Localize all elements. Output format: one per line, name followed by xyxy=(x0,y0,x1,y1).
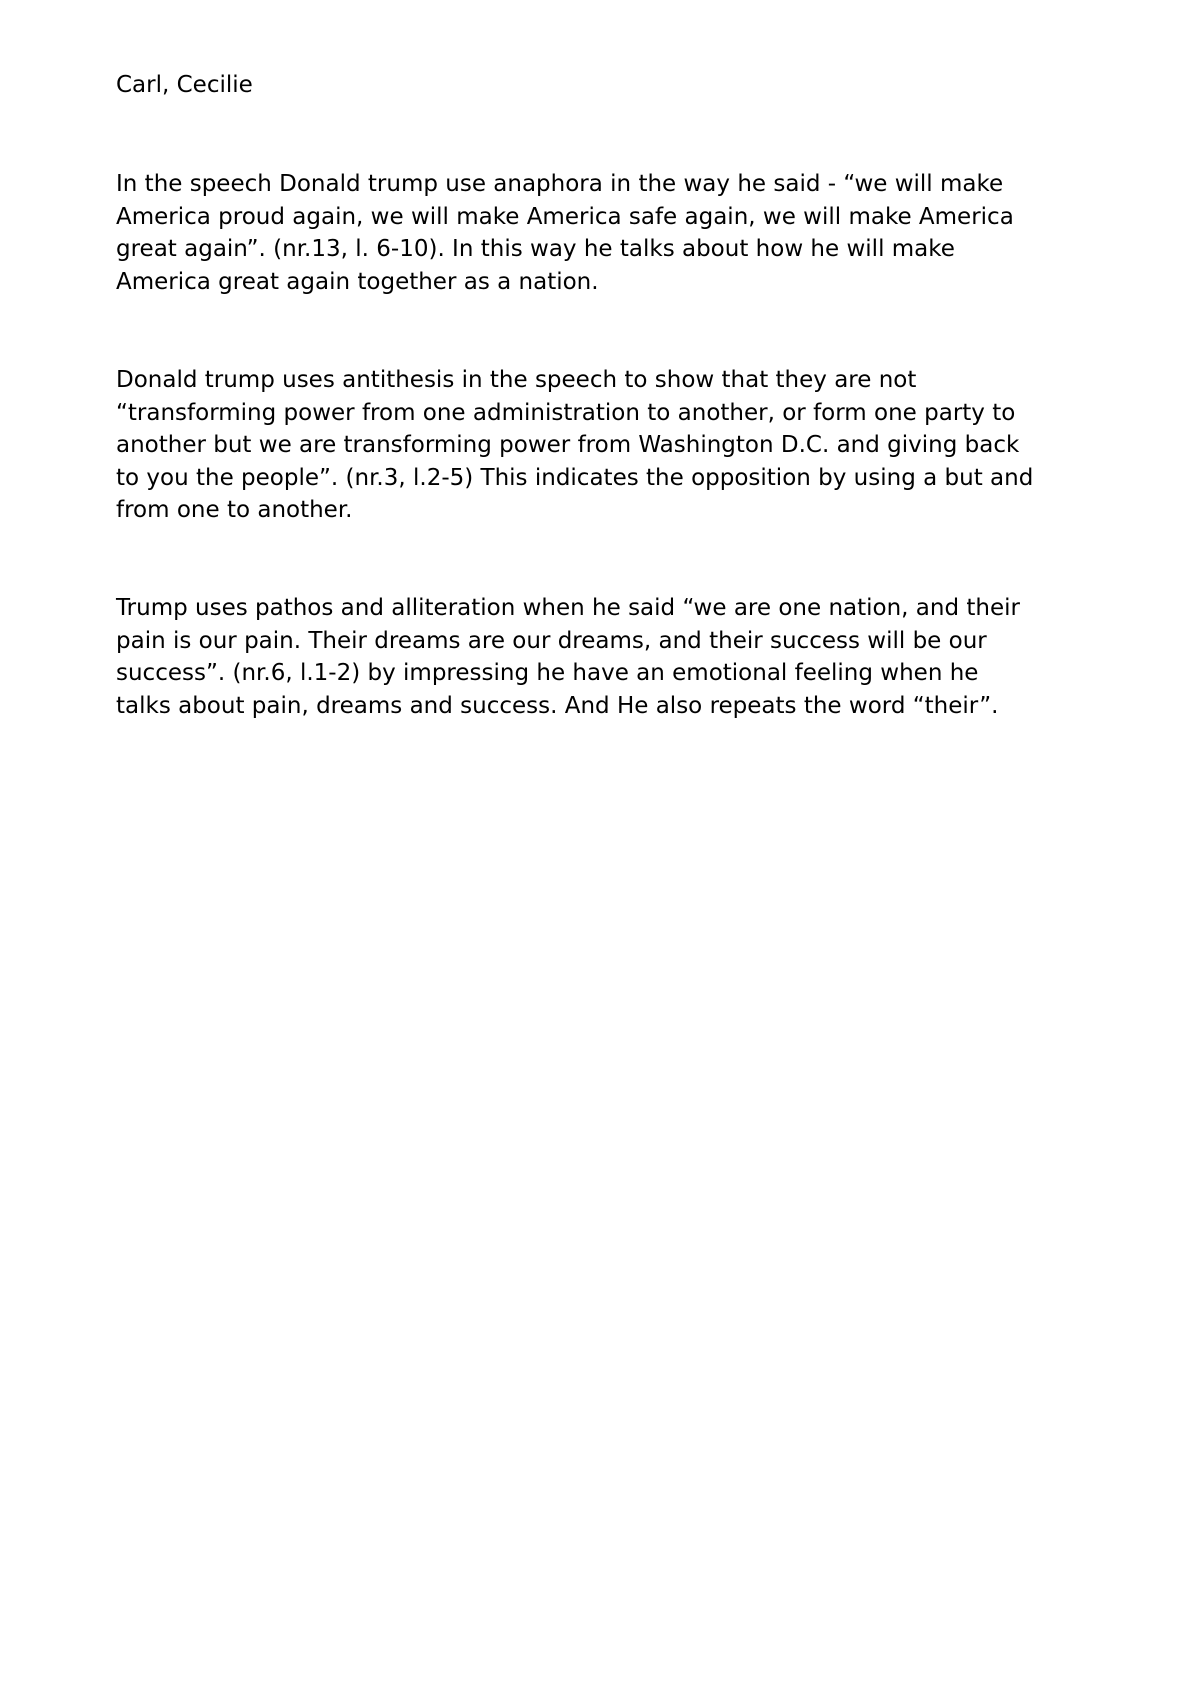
paragraph-line: “transforming power from one administration to another, or form one party to xyxy=(116,399,1016,426)
paragraph-line: another but we are transforming power from Washington D.C. and giving back xyxy=(116,432,1020,458)
paragraph-antithesis xyxy=(116,364,1033,527)
paragraph-line: to you the people”. (nr.3, l.2-5) This indicates the opposition by using a but and xyxy=(116,464,1034,491)
paragraph-line: talks about pain, dreams and success. And He also repeats the word “their”. xyxy=(116,692,999,719)
paragraph-pathos xyxy=(116,592,1020,722)
paragraph-line: success”. (nr.6, l.1-2) by impressing he have an emotional feeling when he xyxy=(116,660,979,686)
paragraph-line: pain is our pain. Their dreams are our dreams, and their success will be our xyxy=(116,627,987,654)
paragraph-anaphora xyxy=(116,168,1014,298)
paragraph-line: from one to another. xyxy=(116,497,353,523)
paragraph-line: Donald trump uses antithesis in the speech to show that they are not xyxy=(116,367,917,393)
paragraph-line: America proud again, we will make America safe again, we will make America xyxy=(116,203,1014,230)
author-name: Carl, Cecilie xyxy=(116,72,253,98)
paragraph-line: great again”. (nr.13, l. 6-10). In this way he talks about how he will make xyxy=(116,236,955,262)
paragraph-line: America great again together as a nation. xyxy=(116,268,599,295)
paragraph-line: Trump uses pathos and alliteration when he said “we are one nation, and their xyxy=(116,595,1020,621)
paragraph-line: In the speech Donald trump use anaphora in the way he said - “we will make xyxy=(116,171,1004,197)
